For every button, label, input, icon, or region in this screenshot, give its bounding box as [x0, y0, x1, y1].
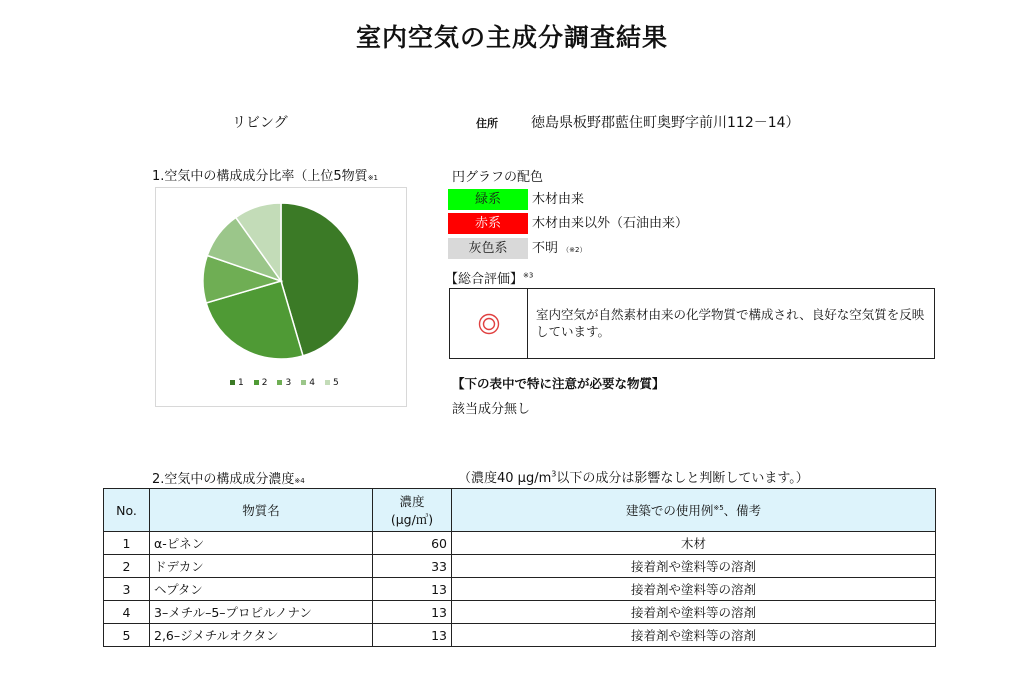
- row-concentration: 13: [373, 624, 452, 647]
- row-name: ドデカン: [150, 555, 373, 578]
- row-name: 3–メチル–5–プロピルノナン: [150, 601, 373, 624]
- row-name: α-ピネン: [150, 532, 373, 555]
- evaluation-heading-text: 【総合評価】: [445, 272, 524, 287]
- row-concentration: 13: [373, 601, 452, 624]
- row-no: 2: [104, 555, 150, 578]
- section2-heading-text: 2.空気中の構成成分濃度: [152, 472, 295, 487]
- row-no: 1: [104, 532, 150, 555]
- row-concentration: 60: [373, 532, 452, 555]
- header-usage-sup: ※5: [713, 503, 724, 512]
- row-no: 5: [104, 624, 150, 647]
- legend-swatch: [277, 380, 282, 385]
- section1-heading: [152, 165, 378, 184]
- table-header-row: [104, 489, 936, 532]
- row-concentration: 33: [373, 555, 452, 578]
- section2-note-pre: （濃度40 µg/m: [458, 471, 552, 486]
- section1-note-mark: ※1: [367, 174, 379, 182]
- address-label: 住所: [476, 117, 498, 130]
- legend-label: 4: [309, 378, 315, 388]
- color-desc-green: 木材由来: [532, 192, 585, 207]
- row-no: 4: [104, 601, 150, 624]
- attention-body: 該当成分無し: [452, 402, 531, 417]
- color-desc-gray: [532, 238, 586, 261]
- legend-label: 2: [261, 378, 268, 388]
- legend-item-3: [277, 378, 291, 388]
- pie-legend: [230, 378, 339, 388]
- table-row: [104, 532, 936, 555]
- row-usage: 接着剤や塗料等の溶剤: [452, 555, 936, 578]
- color-desc-gray-text: 不明: [532, 241, 559, 256]
- page-title: 室内空気の主成分調査結果: [355, 23, 668, 52]
- section2-note-mark: ※4: [294, 477, 305, 485]
- header-name: 物質名: [150, 489, 373, 532]
- address-value: 徳島県板野郡藍住町奥野字前川112－14）: [531, 115, 800, 131]
- header-concentration: [373, 489, 452, 532]
- table-row: [104, 555, 936, 578]
- header-no: No.: [104, 489, 150, 532]
- header-usage-post: 、備考: [723, 503, 762, 518]
- table-row: [104, 601, 936, 624]
- double-circle-icon: [478, 313, 500, 335]
- legend-label: 1: [238, 378, 244, 388]
- pie-chart: [156, 188, 406, 406]
- section2-note-sup: 3: [551, 469, 557, 479]
- color-key-green: 緑系: [448, 189, 528, 210]
- header-usage-pre: 建築での使用例: [625, 503, 714, 518]
- row-usage: 接着剤や塗料等の溶剤: [452, 601, 936, 624]
- legend-label: 3: [285, 378, 292, 388]
- legend-item-2: [254, 378, 268, 388]
- color-key-red: 赤系: [448, 213, 528, 234]
- legend-label: 5: [332, 378, 339, 388]
- section2-note: [458, 467, 809, 486]
- legend-swatch: [325, 380, 330, 385]
- evaluation-note-mark: ※3: [523, 271, 534, 280]
- header-concentration-line1: 濃度: [399, 494, 425, 509]
- legend-swatch: [230, 380, 235, 385]
- section1-heading-text: 1.空気中の構成成分比率（上位5物質: [152, 169, 368, 184]
- evaluation-heading: [445, 268, 533, 287]
- header-concentration-line2: (µg/㎥): [390, 512, 434, 527]
- legend-item-5: [325, 378, 339, 388]
- legend-swatch: [301, 380, 306, 385]
- row-usage: 接着剤や塗料等の溶剤: [452, 624, 936, 647]
- legend-swatch: [254, 380, 259, 385]
- evaluation-symbol-cell: [450, 289, 528, 358]
- row-concentration: 13: [373, 578, 452, 601]
- color-desc-red: 木材由来以外（石油由来）: [532, 216, 689, 231]
- room-name: リビング: [232, 115, 288, 131]
- header-usage: [452, 489, 936, 532]
- legend-item-4: [301, 378, 315, 388]
- concentration-table: [103, 488, 936, 647]
- color-key-gray: 灰色系: [448, 238, 528, 259]
- row-usage: 接着剤や塗料等の溶剤: [452, 578, 936, 601]
- row-no: 3: [104, 578, 150, 601]
- section2-heading: [152, 468, 305, 487]
- color-legend-heading: 円グラフの配色: [452, 170, 544, 185]
- legend-item-1: [230, 378, 244, 388]
- section2-note-post: 以下の成分は影響なしと判断しています。）: [556, 471, 809, 486]
- row-name: 2,6–ジメチルオクタン: [150, 624, 373, 647]
- row-usage: 木材: [452, 532, 936, 555]
- color-desc-gray-note: （※2）: [562, 246, 587, 254]
- table-row: [104, 624, 936, 647]
- evaluation-text: 室内空気が自然素材由来の化学物質で構成され、良好な空気質を反映しています。: [536, 307, 925, 339]
- table-row: [104, 578, 936, 601]
- row-name: ヘプタン: [150, 578, 373, 601]
- attention-heading: 【下の表中で特に注意が必要な物質】: [452, 376, 665, 391]
- pie-chart-frame: [155, 187, 407, 407]
